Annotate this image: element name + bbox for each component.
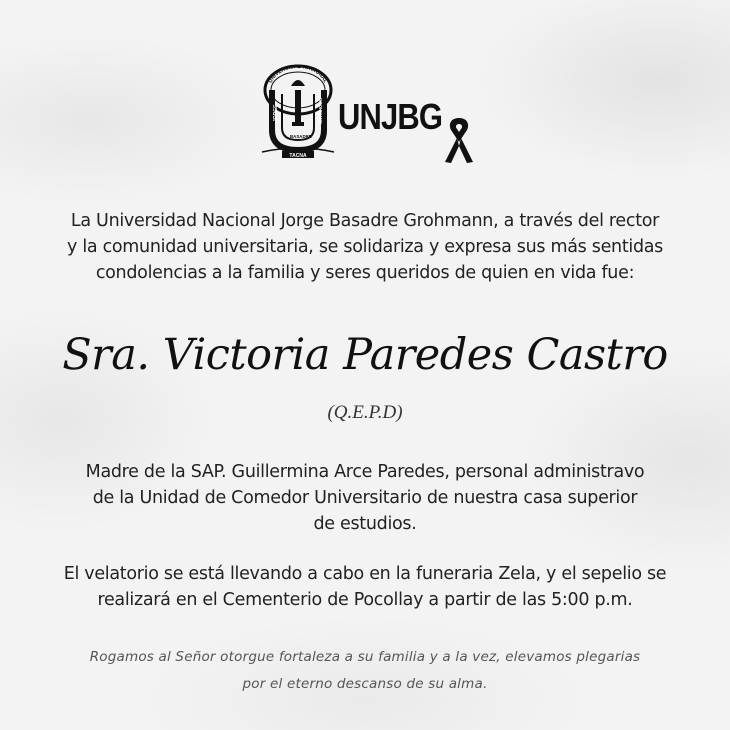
mourning-ribbon-icon	[442, 116, 476, 166]
intro-line-1: La Universidad Nacional Jorge Basadre Grohmann, a través del rector	[70, 211, 660, 231]
wake-details	[40, 561, 690, 613]
university-seal-icon	[258, 60, 338, 160]
qepd-label: (Q.E.P.D)	[327, 402, 403, 423]
seal-top-text: UNIVERSIDAD NACIONAL	[267, 63, 329, 85]
seal-middle-text: BASADRE	[290, 134, 312, 139]
closing-prayer	[40, 644, 690, 698]
condolence-intro	[40, 208, 690, 286]
details-line-3: de estudios.	[313, 514, 417, 534]
deceased-name: Sra. Victoria Paredes Castro	[62, 330, 668, 380]
intro-line-3: condolencias a la familia y seres queridos de quien en vida fue:	[95, 263, 635, 283]
seal-right-text: GROHMANN	[318, 98, 323, 125]
intro-line-2: y la comunidad universitaria, se solidariza y expresa sus más sentidas	[67, 237, 663, 257]
seal-bottom-text: TACNA	[289, 152, 307, 159]
prayer-line-2: por el eterno descanso de su alma.	[242, 676, 488, 692]
relationship-details	[40, 459, 690, 537]
details-line-2: de la Unidad de Comedor Universitario de nuestra casa superior	[92, 488, 638, 508]
unjbg-wordmark: UNJBG	[338, 96, 443, 137]
seal-left-text: JORGE	[273, 104, 279, 122]
wake-line-2: realizará en el Cementerio de Pocollay a partir de las 5:00 p.m.	[97, 590, 633, 610]
prayer-line-1: Rogamos al Señor otorgue fortaleza a su familia y a la vez, elevamos plegarias	[89, 649, 641, 665]
unjbg-logo	[258, 60, 480, 168]
details-line-1: Madre de la SAP. Guillermina Arce Paredes, personal administravo	[85, 462, 645, 482]
wake-line-1: El velatorio se está llevando a cabo en la funeraria Zela, y el sepelio se	[63, 564, 667, 584]
